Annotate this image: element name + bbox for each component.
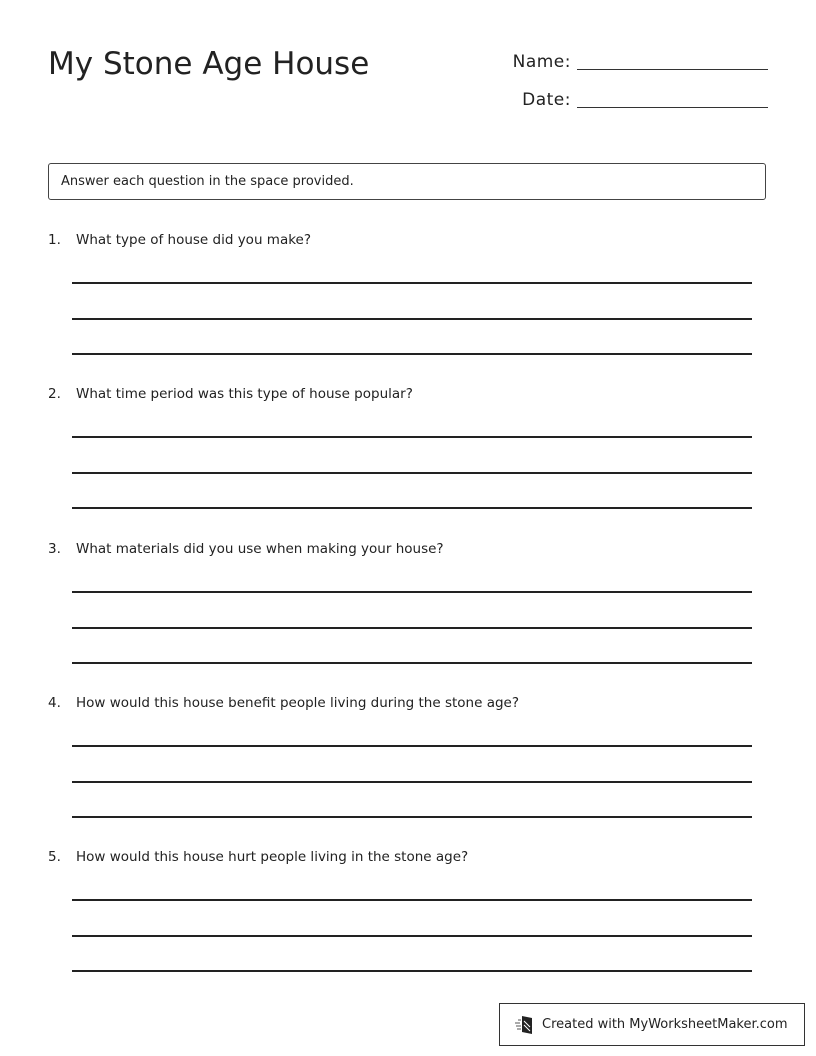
answer-line[interactable] <box>72 781 752 783</box>
answer-line[interactable] <box>72 935 752 937</box>
question-text: How would this house benefit people living during the stone age? <box>76 695 520 711</box>
name-label: Name: <box>512 52 571 72</box>
question-number: 5. <box>48 849 61 865</box>
question-2 <box>48 386 768 402</box>
question-1 <box>48 232 768 248</box>
worksheet-logo-icon <box>514 1015 536 1035</box>
answer-line[interactable] <box>72 816 752 818</box>
footer-text: Created with MyWorksheetMaker.com <box>542 1017 788 1032</box>
instructions-box: Answer each question in the space provided. <box>48 163 766 200</box>
question-5 <box>48 849 768 865</box>
answer-line[interactable] <box>72 662 752 664</box>
answer-line[interactable] <box>72 899 752 901</box>
question-3 <box>48 541 768 557</box>
answer-line[interactable] <box>72 436 752 438</box>
question-number: 4. <box>48 695 61 711</box>
page-title: My Stone Age House <box>48 46 370 82</box>
question-number: 3. <box>48 541 61 557</box>
answer-line[interactable] <box>72 627 752 629</box>
question-text: What time period was this type of house popular? <box>76 386 413 402</box>
question-text: What type of house did you make? <box>76 232 312 248</box>
footer-credit[interactable] <box>499 1003 805 1046</box>
question-text: How would this house hurt people living in the stone age? <box>76 849 469 865</box>
question-number: 2. <box>48 386 61 402</box>
answer-line[interactable] <box>72 970 752 972</box>
name-input-line[interactable] <box>577 68 768 70</box>
date-input-line[interactable] <box>577 106 768 108</box>
answer-line[interactable] <box>72 318 752 320</box>
answer-line[interactable] <box>72 472 752 474</box>
answer-line[interactable] <box>72 745 752 747</box>
answer-line[interactable] <box>72 591 752 593</box>
answer-line[interactable] <box>72 353 752 355</box>
date-field <box>481 90 768 110</box>
question-4 <box>48 695 768 711</box>
answer-line[interactable] <box>72 282 752 284</box>
name-field <box>481 52 768 72</box>
question-text: What materials did you use when making your house? <box>76 541 444 557</box>
question-number: 1. <box>48 232 61 248</box>
date-label: Date: <box>522 90 571 110</box>
answer-line[interactable] <box>72 507 752 509</box>
